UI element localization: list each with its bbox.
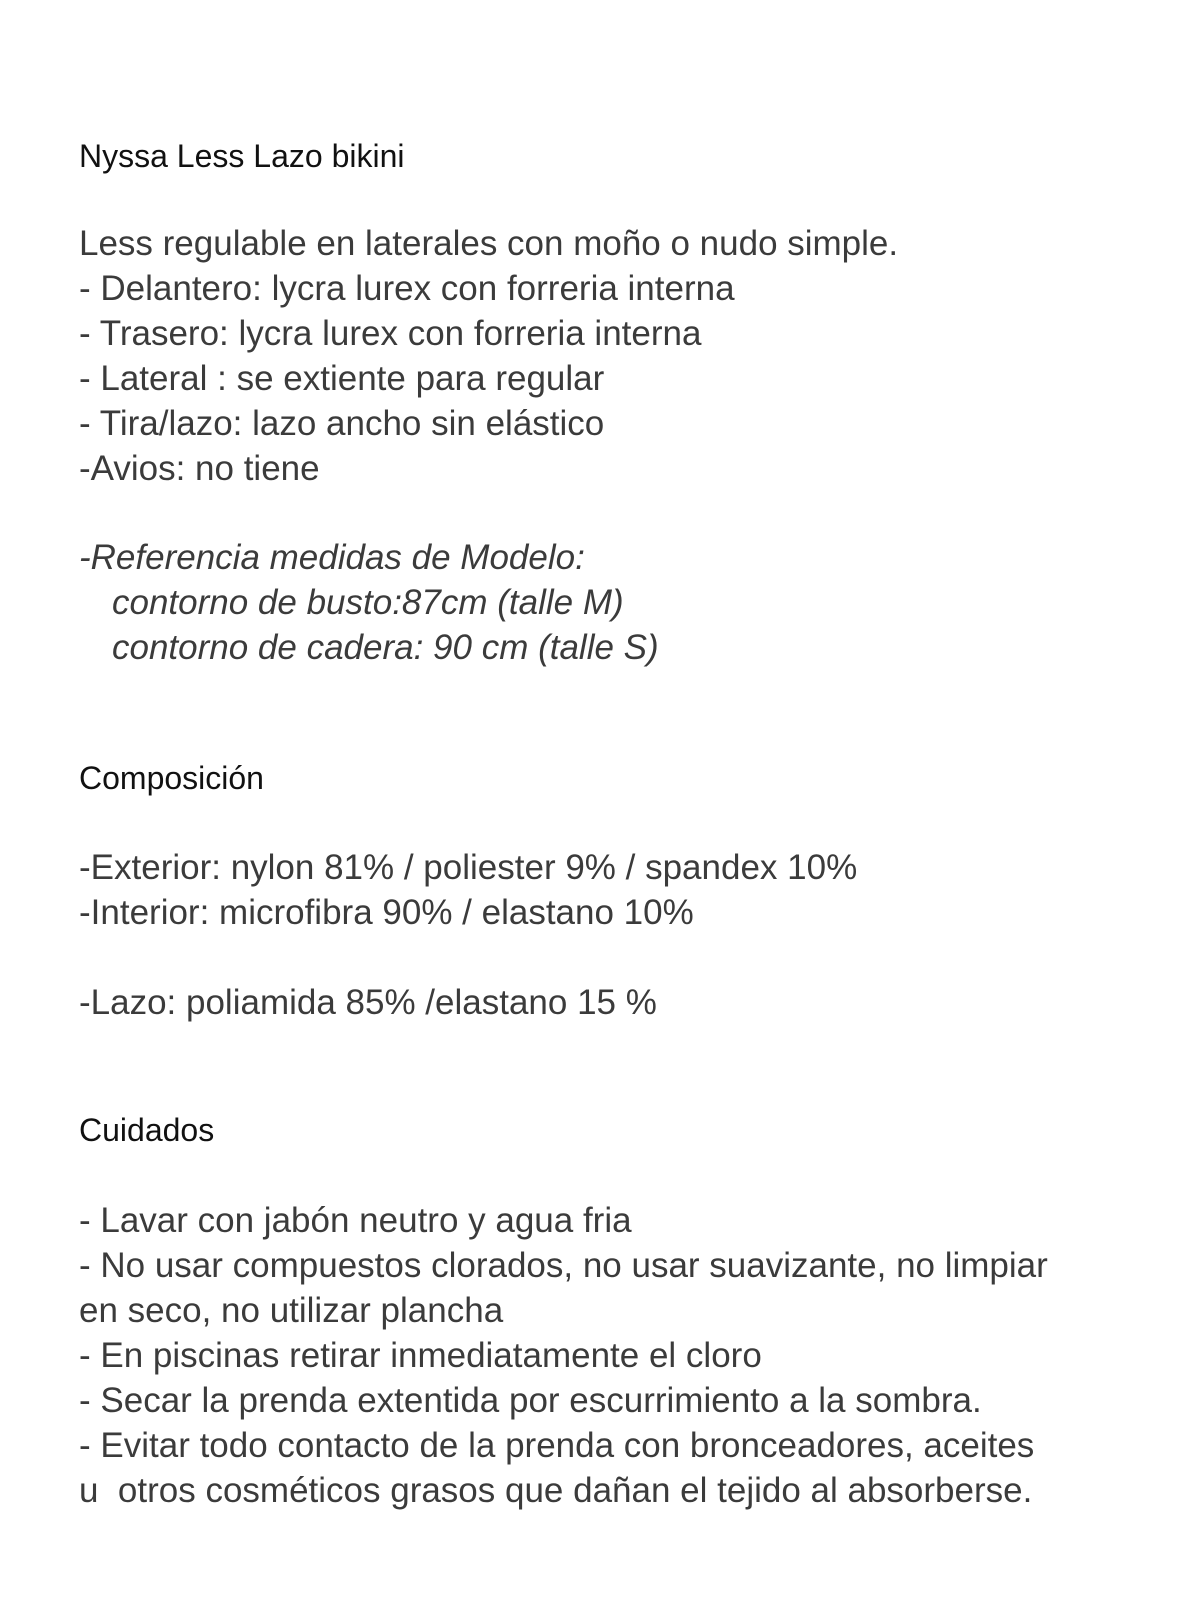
care-line: en seco, no utilizar plancha <box>79 1291 504 1330</box>
description-intro: Less regulable en laterales con moño o nudo simple. <box>79 224 899 263</box>
description-item: - Trasero: lycra lurex con forreria interna <box>79 314 702 353</box>
care-line: - Lavar con jabón neutro y agua fria <box>79 1201 632 1240</box>
care-line: u otros cosméticos grasos que dañan el tejido al absorberse. <box>79 1471 1033 1510</box>
product-title: Nyssa Less Lazo bikini <box>79 138 405 174</box>
model-reference-line: contorno de busto:87cm (talle M) <box>112 583 624 622</box>
description-item: - Tira/lazo: lazo ancho sin elástico <box>79 404 605 443</box>
care-line: - No usar compuestos clorados, no usar suavizante, no limpiar <box>79 1246 1048 1285</box>
composition-line: -Exterior: nylon 81% / poliester 9% / spandex 10% <box>79 848 858 887</box>
care-heading: Cuidados <box>79 1112 215 1148</box>
care-line: - En piscinas retirar inmediatamente el cloro <box>79 1336 762 1375</box>
composition-line: -Lazo: poliamida 85% /elastano 15 % <box>79 983 657 1022</box>
description-item: -Avios: no tiene <box>79 449 320 488</box>
description-item: - Delantero: lycra lurex con forreria interna <box>79 269 735 308</box>
care-line: - Secar la prenda extentida por escurrimiento a la sombra. <box>79 1381 982 1420</box>
description-item: - Lateral : se extiente para regular <box>79 359 605 398</box>
model-reference-heading: -Referencia medidas de Modelo: <box>79 538 585 577</box>
composition-heading: Composición <box>79 760 264 796</box>
model-reference-line: contorno de cadera: 90 cm (talle S) <box>112 628 659 667</box>
composition-line: -Interior: microfibra 90% / elastano 10% <box>79 893 694 932</box>
care-line: - Evitar todo contacto de la prenda con bronceadores, aceites <box>79 1426 1035 1465</box>
